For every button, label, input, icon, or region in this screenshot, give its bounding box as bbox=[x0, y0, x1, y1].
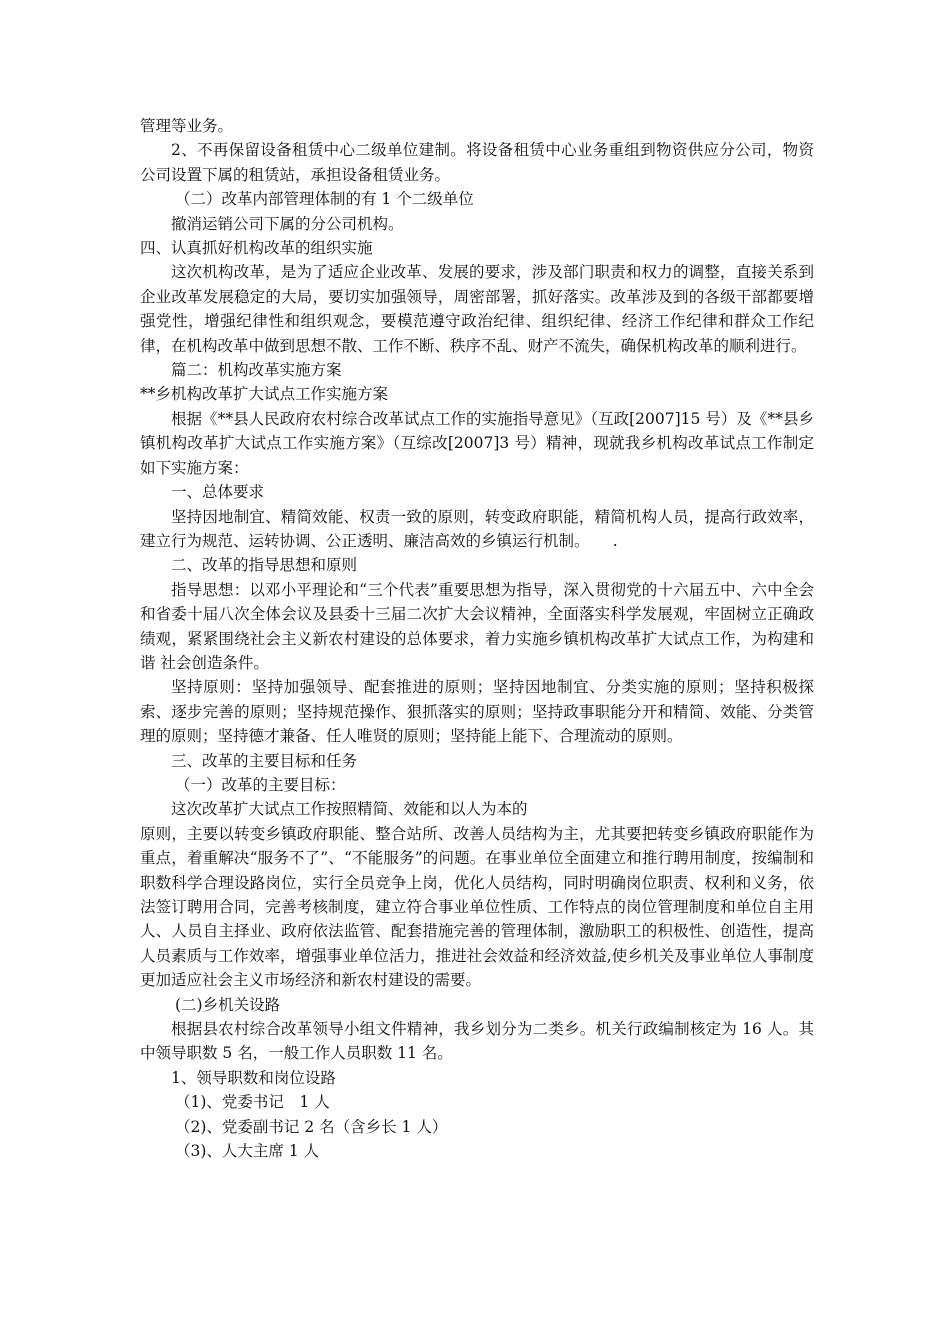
heading-goals-tasks: 三、改革的主要目标和任务 bbox=[171, 751, 358, 770]
heading-guiding-principles: 二、改革的指导思想和原则 bbox=[171, 556, 358, 575]
heading-section-four: 四、认真抓好机构改革的组织实施 bbox=[140, 239, 373, 258]
paragraph-basis: 根据《**县人民政府农村综合改革试点工作的实施指导意见》（互政[2007]15 号）及《**县乡镇机构改革扩大试点工作实施方案》（互综改[2007]3 号）精神，现就我乡机构改革试点工作制定如下实施方案： bbox=[140, 409, 814, 477]
paragraph-goals-body: 原则，主要以转变乡镇政府职能、整合站所、改善人员结构为主，尤其要把转变乡镇政府职能作为重点，着重解决“服务不了”、“不能服务”的问题。在事业单位全面建立和推行聘用制度，按编制和职数科学合理设路岗位，实行全员竞争上岗，优化人员结构，同时明确岗位职责、权利和义务，依法签订聘用合同，完善考核制度，建立符合事业单位性质、工作特点的岗位管理制度和单位自主用人、人员自主择业、政府依法监管、配套措施完善的管理体制，激励职工的积极性、创造性，提高人员素质与工作效率，增强事业单位活力，推进社会效益和经济效益,使乡机关及事业单位人事制度更加适应社会主义市场经济和新农村建设的需要。 bbox=[140, 824, 814, 990]
paragraph-general-requirements: 坚持因地制宜、精简效能、权责一致的原则，转变政府职能，精简机构人员，提高行政效率，建立行为规范、运转协调、公正透明、廉洁高效的乡镇运行机制。 . bbox=[140, 507, 814, 550]
paragraph-revoke-branch: 撤消运销公司下属的分公司机构。 bbox=[171, 214, 404, 233]
heading-part-two: 篇二：机构改革实施方案 bbox=[171, 361, 342, 380]
paragraph-item-2: 2、不再保留设备租赁中心二级单位建制。将设备租赁中心业务重组到物资供应分公司，物资公司设置下属的租赁站，承担设备租赁业务。 bbox=[140, 141, 814, 184]
list-item-party-secretary: （1)、党委书记 1 人 bbox=[175, 1093, 330, 1112]
paragraph-continuation: 管理等业务。 bbox=[140, 117, 234, 135]
list-item-deputy-secretary: （2)、党委副书记 2 名（含乡长 1 人） bbox=[175, 1117, 448, 1136]
paragraph-reform-implementation: 这次机构改革，是为了适应企业改革、发展的要求，涉及部门职责和权力的调整，直接关系到企业改革发展稳定的大局，要切实加强领导，周密部署，抓好落实。改革涉及到的各级干部都要增强党性，增强纪律性和组织观念，要模范遵守政治纪律、组织纪律、经济工作纪律和群众工作纪律，在机构改革中做到思想不散、工作不断、秩序不乱、财产不流失，确保机构改革的顺利进行。 bbox=[140, 263, 814, 355]
heading-leader-positions: 1、领导职数和岗位设路 bbox=[171, 1068, 336, 1087]
subheading-internal-management: （二）改革内部管理体制的有 1 个二级单位 bbox=[175, 190, 474, 209]
subheading-main-goals: （一）改革的主要目标： bbox=[175, 775, 346, 794]
paragraph-staffing: 根据县农村综合改革领导小组文件精神，我乡划分为二类乡。机关行政编制核定为 16 人。其中领导职数 5 名，一般工作人员职数 11 名。 bbox=[140, 1020, 814, 1063]
paragraph-guiding-thought: 指导思想：以邓小平理论和“三个代表”重要思想为指导，深入贯彻党的十六届五中、六中全会和省委十届八次全体会议及县委十三届二次扩大会议精神，全面落实科学发展观，牢固树立正确政绩观，紧紧围绕社会主义新农村建设的总体要求，着力实施乡镇机构改革扩大试点工作，为构建和谐 社会创造条件。 bbox=[140, 580, 814, 672]
paragraph-goals-intro: 这次改革扩大试点工作按照精简、效能和以人为本的 bbox=[171, 800, 528, 819]
subheading-township-organs: (二)乡机关设路 bbox=[175, 995, 281, 1014]
heading-general-requirements: 一、总体要求 bbox=[171, 483, 265, 502]
document-body bbox=[140, 114, 814, 1163]
paragraph-principles: 坚持原则：坚持加强领导、配套推进的原则；坚持因地制宜、分类实施的原则；坚持积极探索、逐步完善的原则；坚持规范操作、狠抓落实的原则；坚持政事职能分开和精简、效能、分类管理的原则；坚持德才兼备、任人唯贤的原则；坚持能上能下、合理流动的原则。 bbox=[140, 678, 814, 746]
document-title: **乡机构改革扩大试点工作实施方案 bbox=[140, 385, 389, 404]
list-item-congress-chair: （3)、人大主席 1 人 bbox=[175, 1142, 320, 1161]
